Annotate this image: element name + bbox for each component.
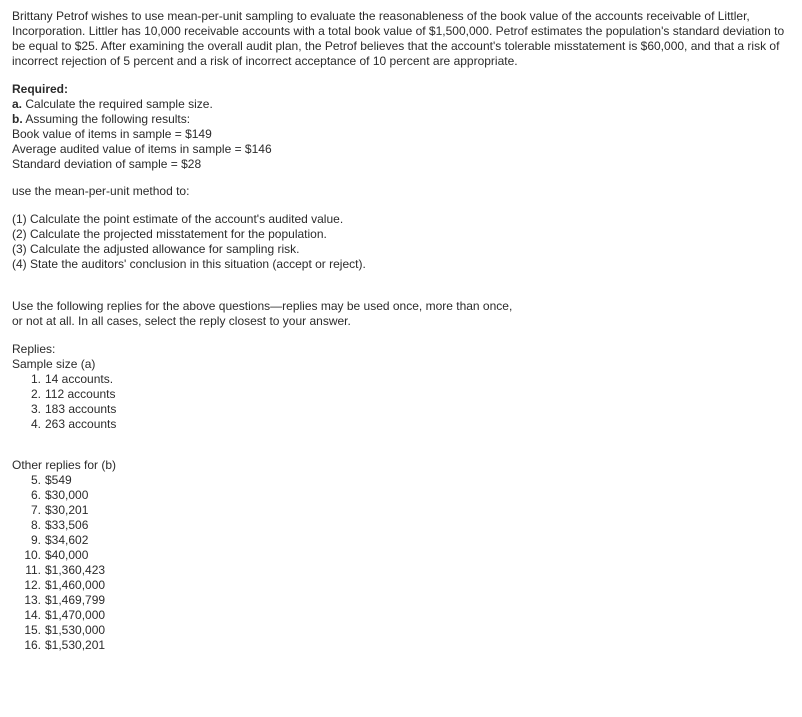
- reply-option: [12, 593, 792, 608]
- reply-option: [12, 563, 792, 578]
- task-item: (3) Calculate the adjusted allowance for sampling risk.: [12, 242, 300, 256]
- part-a-text: Calculate the required sample size.: [22, 97, 213, 111]
- reply-option: [12, 623, 792, 638]
- task-item: (4) State the auditors' conclusion in this situation (accept or reject).: [12, 257, 366, 271]
- reply-number: 3.: [30, 402, 41, 416]
- problem-statement: Brittany Petrof wishes to use mean-per-unit sampling to evaluate the reasonableness of the book value of the accounts receivable of Littler, Incorporation. Littler has 10,000 receivable accounts with a total book value of $1,500,000. Petrof estimates the population's standard deviation to be equal to $25. After examining the overall audit plan, the Petrof believes that the account's tolerable misstatement is $60,000, and that a risk of incorrect rejection of 5 percent and a risk of incorrect acceptance of 10 percent are appropriate.: [12, 9, 785, 68]
- reply-option: [12, 578, 792, 593]
- reply-text: $30,201: [45, 503, 89, 517]
- instructions: [12, 299, 792, 329]
- reply-number: 12.: [24, 578, 41, 592]
- reply-text: $34,602: [45, 533, 89, 547]
- result-line: Book value of items in sample = $149: [12, 127, 212, 141]
- reply-text: $549: [45, 473, 72, 487]
- required-heading: Required:: [12, 82, 69, 96]
- reply-option: [12, 533, 792, 548]
- reply-number: 6.: [30, 488, 41, 502]
- reply-text: 183 accounts: [45, 402, 117, 416]
- reply-text: $40,000: [45, 548, 89, 562]
- reply-number: 7.: [30, 503, 41, 517]
- reply-number: 5.: [30, 473, 41, 487]
- part-a-label: a.: [12, 97, 23, 111]
- sample-size-label: Sample size (a): [12, 357, 96, 371]
- reply-text: $1,530,201: [45, 638, 106, 652]
- reply-text: $1,460,000: [45, 578, 106, 592]
- reply-number: 2.: [30, 387, 41, 401]
- reply-text: $1,530,000: [45, 623, 106, 637]
- task-item: (1) Calculate the point estimate of the account's audited value.: [12, 212, 344, 226]
- reply-text: 14 accounts.: [45, 372, 114, 386]
- reply-option: [12, 372, 792, 387]
- result-line: Standard deviation of sample = $28: [12, 157, 202, 171]
- reply-option: [12, 417, 792, 432]
- result-line: Average audited value of items in sample = $146: [12, 142, 272, 156]
- replies-section: [12, 342, 792, 653]
- part-b-text: Assuming the following results:: [22, 112, 191, 126]
- other-replies-label: Other replies for (b): [12, 458, 117, 472]
- reply-text: $1,470,000: [45, 608, 106, 622]
- required-section: [12, 82, 792, 172]
- reply-number: 1.: [30, 372, 41, 386]
- reply-text: $30,000: [45, 488, 89, 502]
- reply-text: 112 accounts: [45, 387, 116, 401]
- reply-number: 4.: [30, 417, 41, 431]
- reply-number: 15.: [24, 623, 41, 637]
- reply-option: [12, 608, 792, 623]
- instruction-line: or not at all. In all cases, select the reply closest to your answer.: [12, 314, 351, 328]
- reply-option: [12, 402, 792, 417]
- part-b-label: b.: [12, 112, 23, 126]
- reply-text: $1,469,799: [45, 593, 106, 607]
- method-intro: use the mean-per-unit method to:: [12, 184, 190, 198]
- reply-number: 11.: [25, 563, 41, 577]
- instruction-line: Use the following replies for the above questions—replies may be used once, more than once,: [12, 299, 513, 313]
- part-b: [12, 112, 792, 127]
- reply-option: [12, 518, 792, 533]
- sample-size-options: [12, 372, 792, 432]
- reply-text: 263 accounts: [45, 417, 117, 431]
- reply-text: $33,506: [45, 518, 89, 532]
- reply-text: $1,360,423: [45, 563, 106, 577]
- part-a: [12, 97, 792, 112]
- reply-option: [12, 473, 792, 488]
- reply-option: [12, 548, 792, 563]
- question-content: [12, 9, 792, 653]
- reply-number: 10.: [24, 548, 41, 562]
- replies-heading: Replies:: [12, 342, 56, 356]
- reply-number: 8.: [30, 518, 41, 532]
- reply-option: [12, 488, 792, 503]
- reply-number: 9.: [30, 533, 41, 547]
- reply-number: 13.: [24, 593, 41, 607]
- reply-option: [12, 638, 792, 653]
- other-reply-options: [12, 473, 792, 653]
- reply-option: [12, 387, 792, 402]
- reply-number: 16.: [24, 638, 41, 652]
- reply-option: [12, 503, 792, 518]
- reply-number: 14.: [24, 608, 41, 622]
- task-list: [12, 212, 792, 272]
- task-item: (2) Calculate the projected misstatement for the population.: [12, 227, 327, 241]
